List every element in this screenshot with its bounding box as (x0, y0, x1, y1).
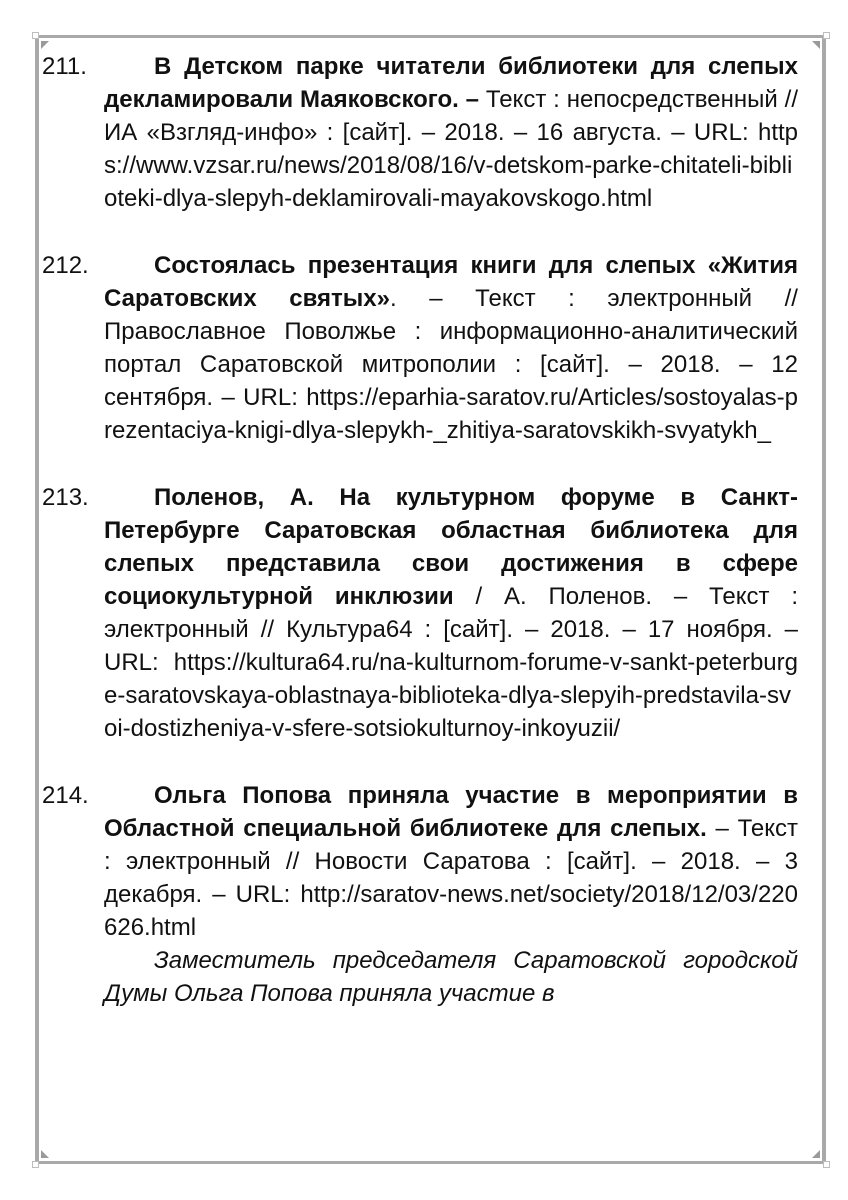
entry-details: . – Текст : электронный // Православное Поволжье : информационно-аналитический портал Саратовской митрополии : [сайт]. – 2018. – 12 сентября. – URL: (104, 285, 798, 411)
bibliography-list (42, 50, 798, 1044)
entry-body (104, 481, 798, 745)
entry-annotation: Заместитель председателя Саратовской городской Думы Ольга Попова приняла участие в (104, 947, 798, 1007)
bibliography-entry (42, 481, 798, 745)
corner-mark-top-left (41, 41, 49, 49)
entry-number: 211. (42, 53, 87, 80)
entry-title: Состоялась презентация книги для слепых «Жития Саратовских святых» (104, 252, 798, 312)
entry-title: Ольга Попова приняла участие в мероприятии в Областной специальной библиотеке для слепых. (104, 782, 798, 842)
entry-details: Текст : непосредственный // ИА «Взгляд-инфо» : [сайт]. – 2018. – 16 августа. – URL: (104, 86, 799, 146)
bibliography-entry (42, 249, 798, 447)
entry-url[interactable]: https://eparhia-saratov.ru/Articles/sostoyalas-prezentaciya-knigi-dlya-slepykh-_zhitiya-saratovskikh-svyatykh_ (104, 384, 798, 444)
bibliography-entry (42, 779, 798, 1010)
corner-mark-bottom-left (41, 1150, 49, 1158)
entry-number: 214. (42, 782, 89, 809)
entry-number: 212. (42, 252, 89, 279)
entry-body (104, 50, 798, 215)
crop-mark-top-right (823, 32, 830, 39)
crop-mark-top-left (32, 32, 39, 39)
entry-url[interactable]: https://www.vzsar.ru/news/2018/08/16/v-detskom-parke-chitateli-biblioteki-dlya-slepyh-deklamirovali-mayakovskogo.html (104, 119, 798, 212)
entry-body (104, 249, 798, 447)
crop-mark-bottom-right (823, 1161, 830, 1168)
crop-mark-bottom-left (32, 1161, 39, 1168)
entry-url[interactable]: http://saratov-news.net/society/2018/12/03/220626.html (104, 881, 798, 941)
entry-body (104, 779, 798, 944)
entry-details: – Текст : электронный // Новости Саратова : [сайт]. – 2018. – 3 декабря. – URL: (104, 815, 799, 908)
entry-url[interactable]: https://kultura64.ru/na-kulturnom-forume-v-sankt-peterburge-saratovskaya-oblastnaya-biblioteka-dlya-slepyih-predstavila-svoi-dostizheniya-v-sfere-sotsiokulturnoy-inkoyuzii/ (104, 649, 798, 742)
entry-number: 213. (42, 484, 89, 511)
entry-title: Поленов, А. На культурном форуме в Санкт-Петербурге Саратовская областная библиотека для слепых представила свои достижения в сфере социокультурной инклюзии (104, 484, 798, 610)
corner-mark-top-right (812, 41, 820, 49)
entry-title: В Детском парке читатели библиотеки для слепых декламировали Маяковского. – (104, 53, 798, 113)
entry-details: / А. Поленов. – Текст : электронный // Культура64 : [сайт]. – 2018. – 17 ноября. – URL: (104, 583, 798, 676)
corner-mark-bottom-right (812, 1150, 820, 1158)
bibliography-entry (42, 50, 798, 215)
